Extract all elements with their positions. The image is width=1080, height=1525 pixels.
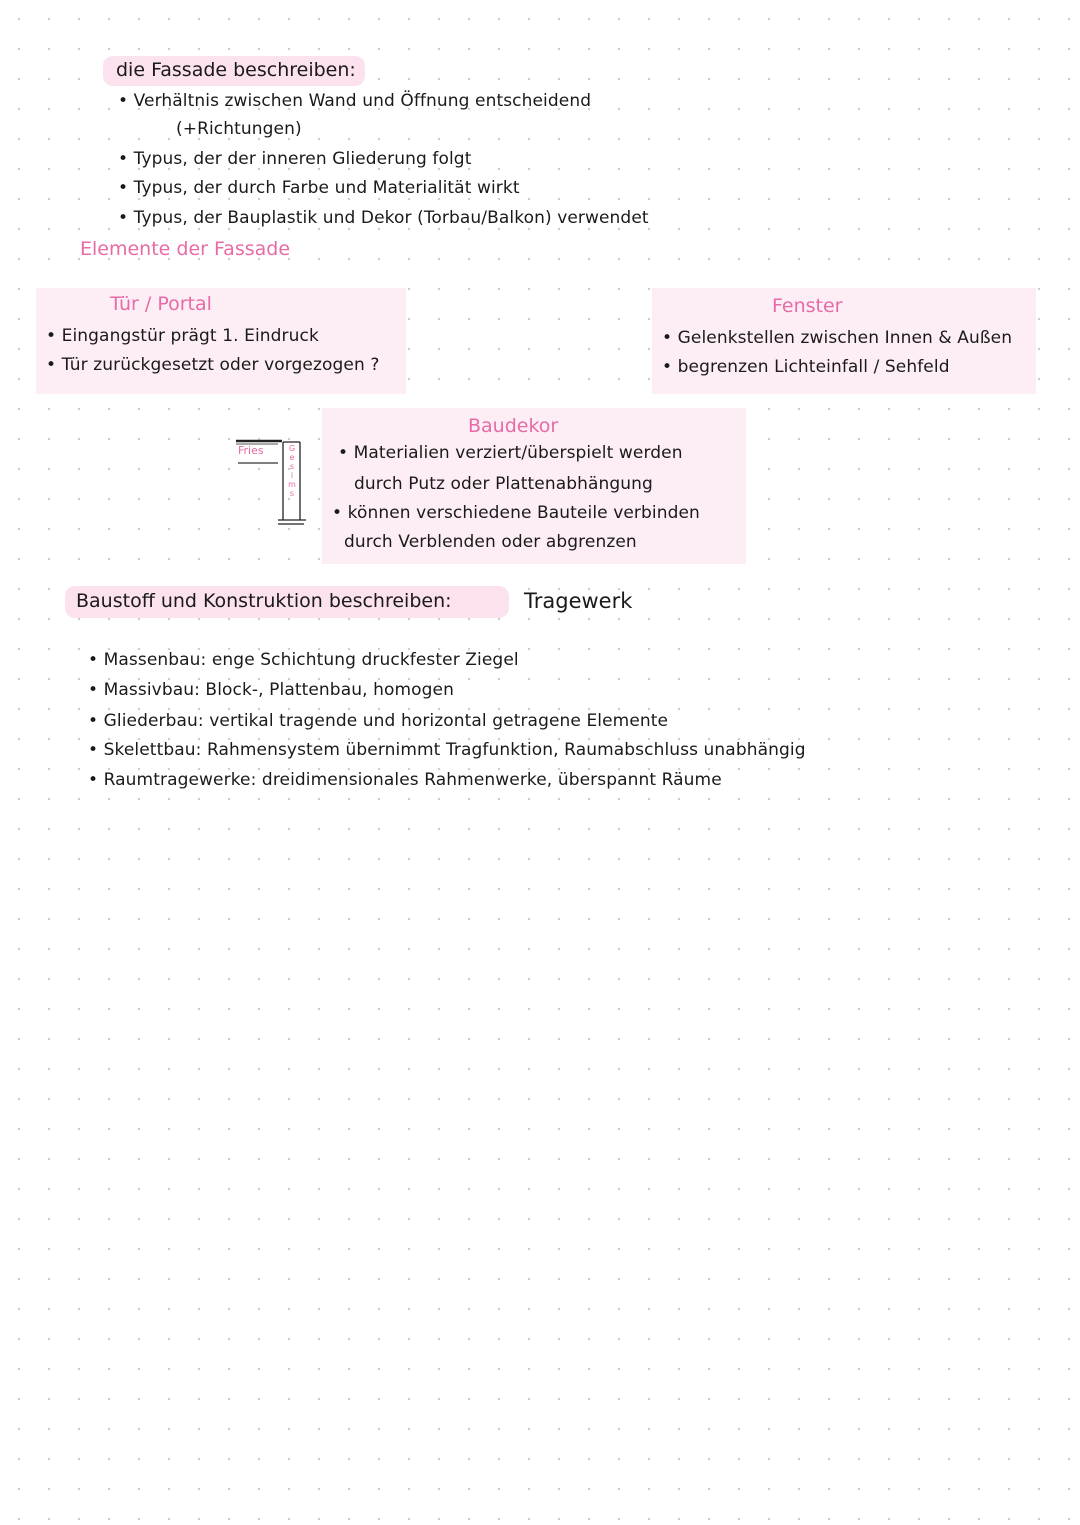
fenster-title: Fenster: [772, 295, 843, 317]
tuer-item-1: • Eingangstür prägt 1. Eindruck: [46, 326, 319, 346]
fries-label: Fries: [238, 444, 264, 457]
baudekor-item-1: • Materialien verziert/überspielt werden: [338, 443, 683, 463]
fassade-item-4: • Typus, der Bauplastik und Dekor (Torbau/Balkon) verwendet: [118, 208, 649, 228]
baustoff-item-raumtragewerke: • Raumtragewerke: dreidimensionales Rahmenwerke, überspannt Räume: [88, 770, 722, 790]
baustoff-item-gliederbau: • Gliederbau: vertikal tragende und horizontal getragene Elemente: [88, 711, 669, 731]
baustoff-heading: Baustoff und Konstruktion beschreiben:: [76, 590, 452, 612]
baustoff-item-massenbau: • Massenbau: enge Schichtung druckfester Ziegel: [88, 650, 519, 670]
baudekor-item-2-cont: durch Verblenden oder abgrenzen: [344, 532, 637, 552]
fries-gesims-diagram: [234, 438, 306, 530]
fassade-heading: die Fassade beschreiben:: [116, 59, 356, 81]
fassade-item-1-note: (+Richtungen): [176, 119, 302, 139]
baudekor-item-1-cont: durch Putz oder Plattenabhängung: [354, 474, 653, 494]
tuer-title: Tür / Portal: [110, 293, 212, 315]
tragewerk-label: Tragewerk: [524, 589, 633, 613]
fenster-item-1: • Gelenkstellen zwischen Innen & Außen: [662, 328, 1013, 348]
baudekor-box: [322, 408, 746, 564]
fassade-item-1: • Verhältnis zwischen Wand und Öffnung entscheidend: [118, 91, 592, 111]
fassade-item-2: • Typus, der der inneren Gliederung folgt: [118, 149, 472, 169]
fassade-item-3: • Typus, der durch Farbe und Materialität wirkt: [118, 178, 520, 198]
fenster-item-2: • begrenzen Lichteinfall / Sehfeld: [662, 357, 950, 377]
tuer-box: [36, 288, 406, 394]
tuer-item-2: • Tür zurückgesetzt oder vorgezogen ?: [46, 355, 380, 375]
baudekor-item-2: • können verschiedene Bauteile verbinden: [332, 503, 700, 523]
gesims-label: G e s i m s: [288, 444, 296, 498]
baustoff-item-massivbau: • Massivbau: Block-, Plattenbau, homogen: [88, 680, 454, 700]
baustoff-item-skelettbau: • Skelettbau: Rahmensystem übernimmt Tragfunktion, Raumabschluss unabhängig: [88, 740, 806, 760]
elemente-heading: Elemente der Fassade: [80, 238, 291, 260]
baudekor-title: Baudekor: [468, 415, 559, 437]
fenster-box: [652, 288, 1036, 394]
